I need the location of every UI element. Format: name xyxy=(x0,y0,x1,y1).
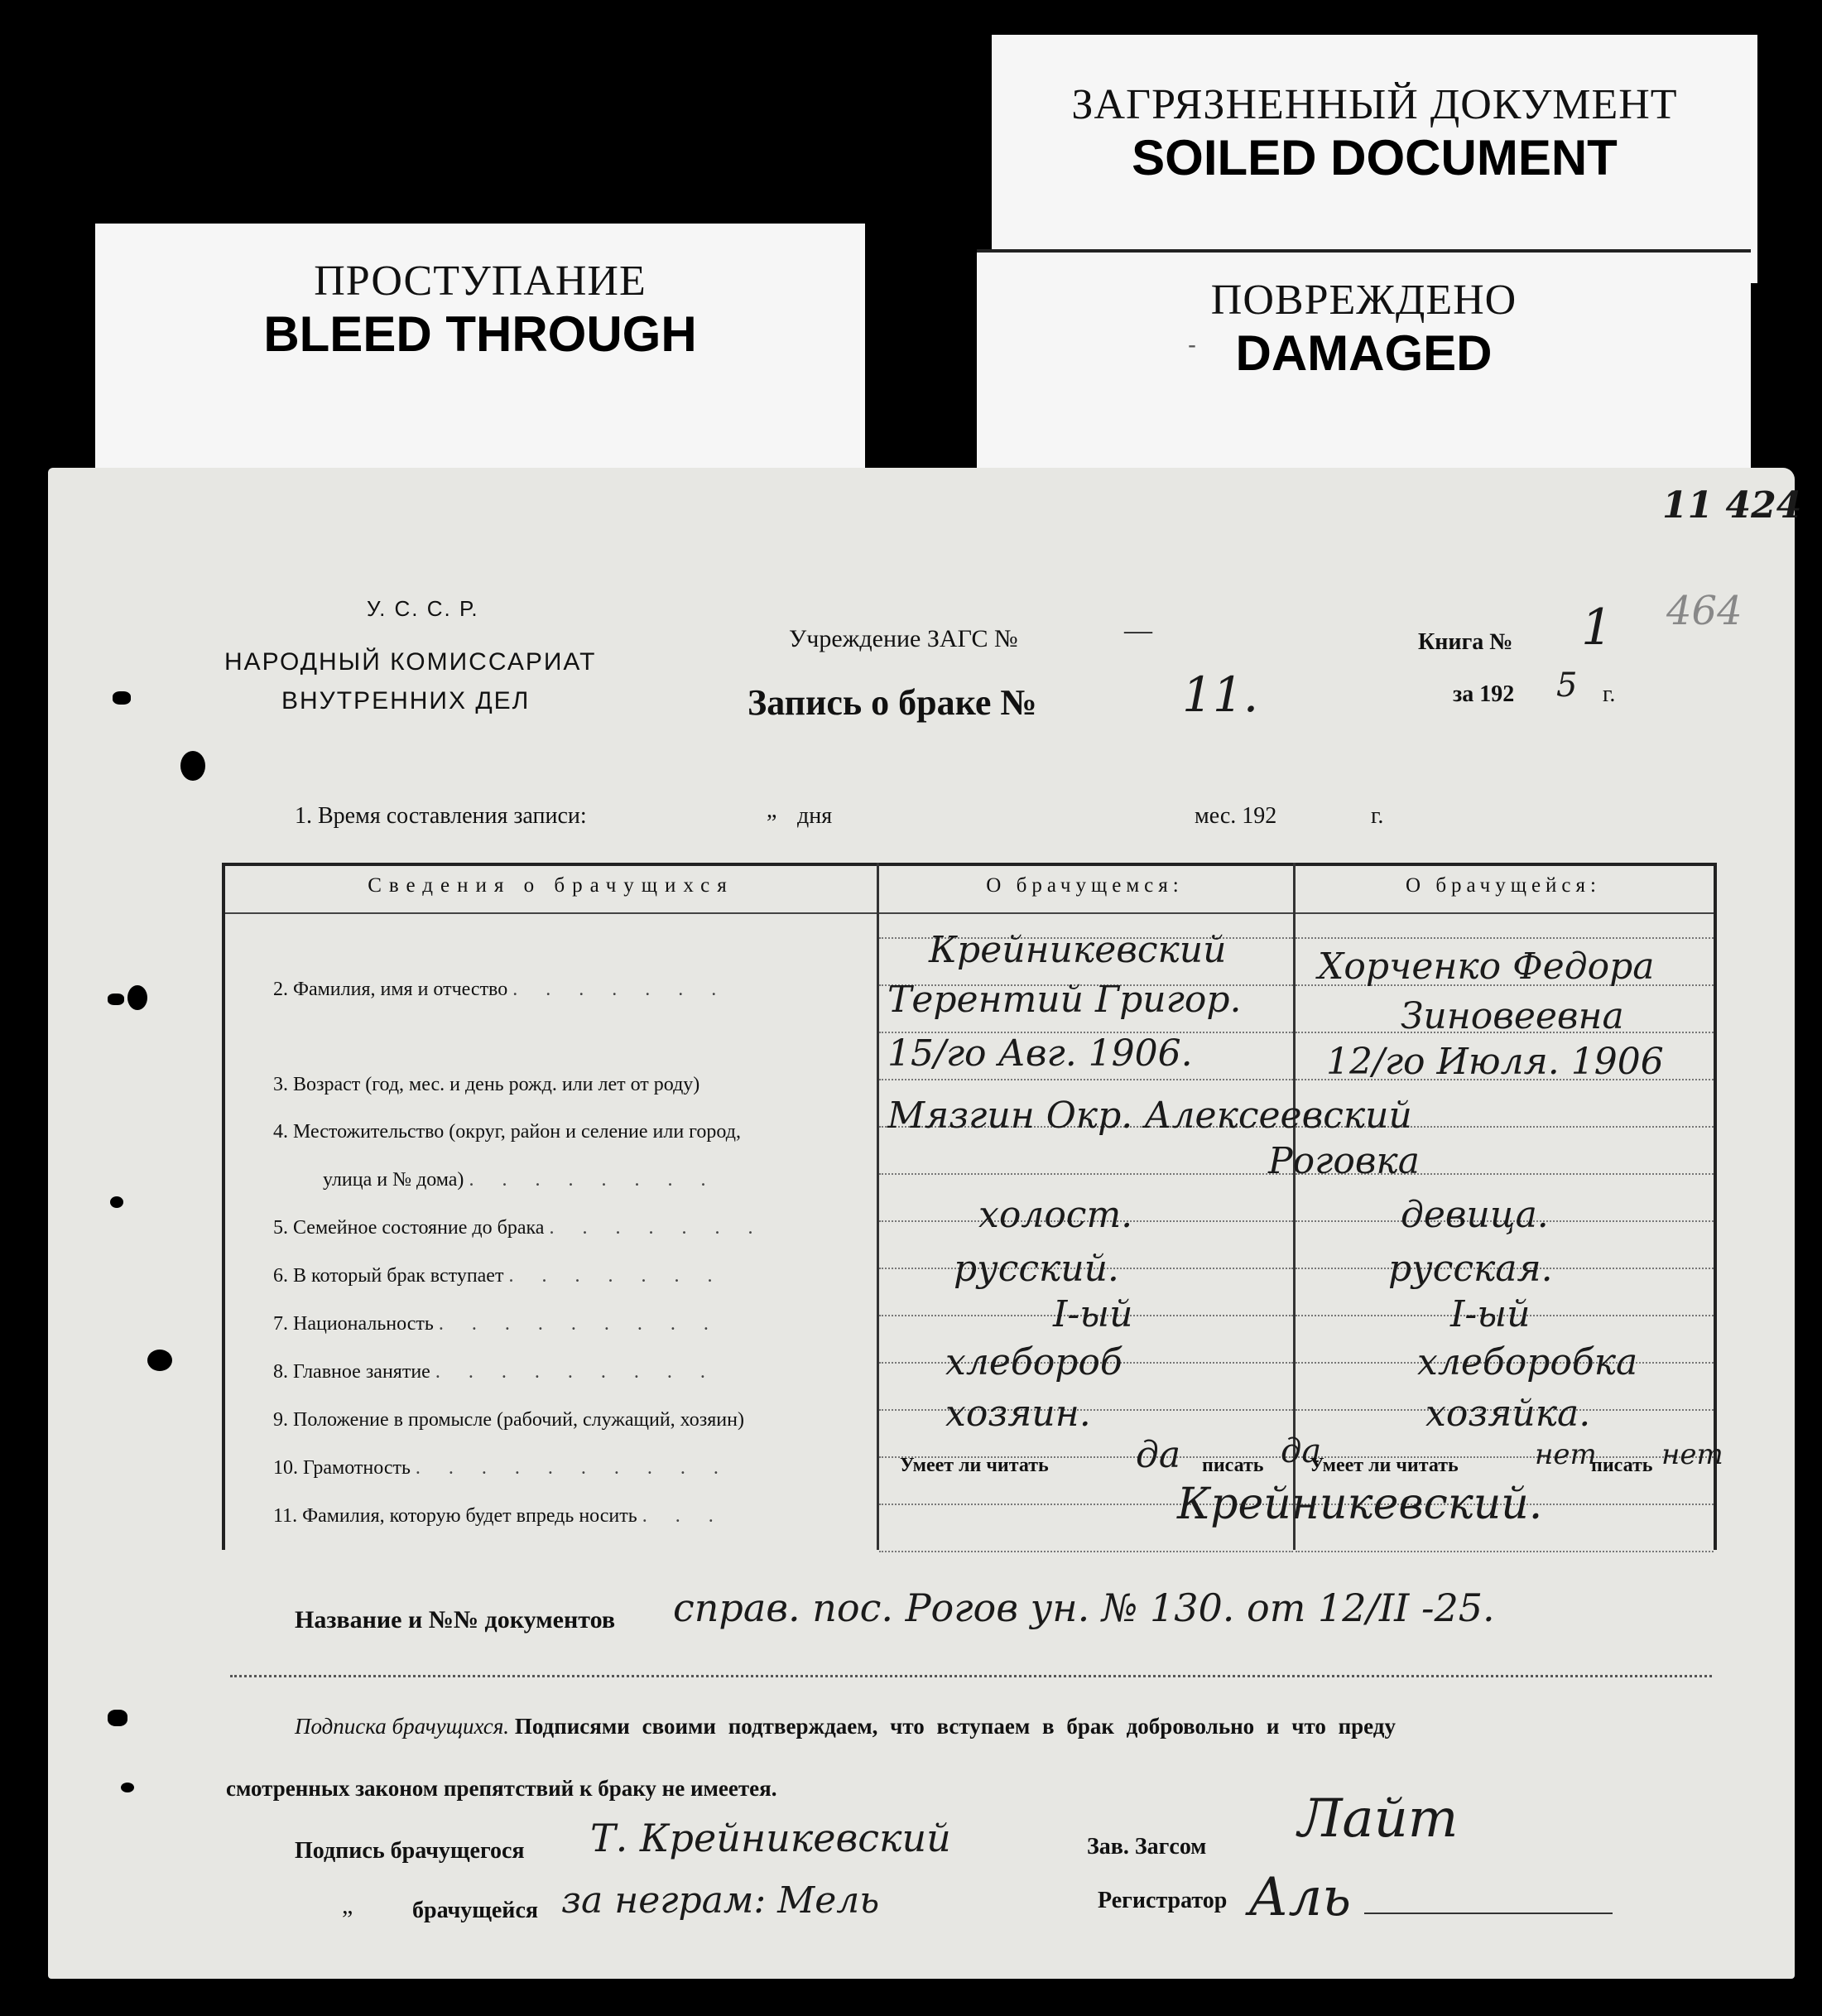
row-guide-line xyxy=(1296,1551,1714,1552)
soiled-label-en: SOILED DOCUMENT xyxy=(1132,130,1618,185)
new-surname: Крейникевский. xyxy=(1177,1480,1543,1529)
bride-marriage-number: I-ый xyxy=(1450,1293,1531,1335)
record-time-label: 1. Время составления записи: xyxy=(295,803,587,829)
groom-read-label: Умеет ли читать xyxy=(900,1455,1049,1476)
dash-mark: - xyxy=(1188,331,1196,358)
ussr-heading: У. С. С. Р. xyxy=(367,596,479,621)
bleed-label-en: BLEED THROUGH xyxy=(263,306,697,362)
bleed-label-ru: ПРОСТУПАНИЕ xyxy=(314,257,647,305)
registrar-label: Регистратор xyxy=(1098,1888,1228,1913)
punch-hole xyxy=(147,1350,172,1371)
pledge-text2: смотренных законом препятствий к браку не имеетея. xyxy=(226,1776,777,1801)
record-time-year-suffix: г. xyxy=(1371,803,1384,829)
documents-divider xyxy=(230,1675,1712,1677)
groom-residence2: Роговка xyxy=(1268,1140,1420,1182)
bride-patronymic: Зиновеевна xyxy=(1401,995,1624,1037)
row-guide-line xyxy=(879,1173,1293,1175)
groom-surname: Крейникевский xyxy=(929,929,1227,971)
documents-value: справ. пос. Рогов ун. № 130. от 12/II -25. xyxy=(673,1585,1495,1630)
field-marital: 5. Семейное состояние до брака . . . . . . . xyxy=(273,1217,765,1239)
field-new-surname: 11. Фамилия, которую будет впредь носить . . . xyxy=(273,1505,725,1527)
soiled-document-label xyxy=(992,35,1757,283)
groom-marriage-number: I-ый xyxy=(1053,1293,1133,1335)
field-literacy: 10. Грамотность . . . . . . . . . . xyxy=(273,1457,730,1479)
groom-marital: холост. xyxy=(978,1194,1133,1236)
col-header-info: Сведения о брачущихся xyxy=(368,874,734,897)
institution-label: Учреждение ЗАГС № xyxy=(789,625,1018,652)
field-residence-street: улица и № дома) . . . . . . . . xyxy=(323,1169,718,1191)
bride-occupation: хлеборобка xyxy=(1417,1341,1638,1383)
punch-hole xyxy=(180,751,205,781)
marriage-record-sheet xyxy=(48,468,1802,1979)
institution-value: — xyxy=(1124,615,1152,646)
pledge-title: Подписка брачущихся. xyxy=(295,1714,510,1739)
punch-hole xyxy=(113,691,131,705)
ditto-mark: „ xyxy=(342,1892,353,1919)
punch-hole xyxy=(108,1710,127,1726)
spouses-table xyxy=(222,863,1723,1550)
record-title: Запись о браке № xyxy=(748,682,1037,723)
bride-marital: девица. xyxy=(1401,1194,1549,1236)
commissariat-line2: ВНУТРЕННИХ ДЕЛ xyxy=(281,687,531,715)
field-nationality: 7. Национальность . . . . . . . . . xyxy=(273,1313,720,1335)
field-marriage-number: 6. В который брак вступает . . . . . . . xyxy=(273,1265,724,1287)
bride-read-label: Умеет ли читать xyxy=(1310,1455,1459,1476)
bride-birth: 12/го Июля. 1906 xyxy=(1326,1041,1664,1083)
record-time-quote: „ xyxy=(767,797,777,823)
record-time-day: дня xyxy=(797,803,833,829)
pencil-number: 464 xyxy=(1666,588,1743,634)
groom-write-value: да xyxy=(1281,1432,1322,1470)
registrar-line xyxy=(1364,1913,1613,1914)
groom-name: Терентий Григор. xyxy=(887,979,1242,1021)
row-guide-line xyxy=(1296,937,1714,939)
groom-occupation: хлебороб xyxy=(945,1341,1123,1383)
soiled-label-ru: ЗАГРЯЗНЕННЫЙ ДОКУМЕНТ xyxy=(1071,81,1678,128)
groom-birth: 15/го Авг. 1906. xyxy=(887,1032,1193,1075)
head-label: Зав. Загсом xyxy=(1087,1834,1207,1860)
year-value: 5 xyxy=(1556,666,1578,705)
bride-read-value: нет xyxy=(1535,1438,1597,1471)
bride-signature: за неграм: Мель xyxy=(561,1879,880,1922)
pledge-line1 xyxy=(295,1714,1396,1739)
groom-signature-label: Подпись брачущегося xyxy=(295,1838,525,1864)
groom-write-label: писать xyxy=(1202,1455,1264,1476)
damaged-label-en: DAMAGED xyxy=(1235,325,1493,381)
archive-number: 11 424 xyxy=(1662,484,1802,527)
field-name: 2. Фамилия, имя и отчество . . . . . . . xyxy=(273,979,728,1000)
book-number: 1 xyxy=(1581,599,1613,657)
groom-nationality: русский. xyxy=(954,1248,1119,1290)
row-guide-line xyxy=(879,1551,1293,1552)
groom-residence: Мязгин Окр. Алексеевский xyxy=(887,1095,1412,1137)
registrar-signature: Аль xyxy=(1248,1867,1352,1928)
damaged-label xyxy=(977,253,1751,501)
punch-hole xyxy=(108,994,124,1005)
field-occupation: 8. Главное занятие . . . . . . . . . xyxy=(273,1361,717,1383)
record-number: 11. xyxy=(1182,666,1259,723)
field-position: 9. Положение в промысле (рабочий, служащий, хозяин) xyxy=(273,1409,744,1431)
record-time-month: мес. 192 xyxy=(1195,803,1277,829)
field-age: 3. Возраст (год, мес. и день рожд. или лет от роду) xyxy=(273,1074,700,1095)
field-residence: 4. Местожительство (округ, район и селение или город, xyxy=(273,1121,741,1143)
bride-surname: Хорченко Федора xyxy=(1318,945,1655,988)
groom-signature: Т. Крейникевский xyxy=(590,1816,951,1860)
row-guide-line xyxy=(879,1079,1293,1080)
bleed-through-label xyxy=(95,224,865,488)
punch-hole xyxy=(127,985,147,1010)
groom-position: хозяин. xyxy=(945,1393,1091,1435)
groom-read-value: да xyxy=(1136,1434,1181,1476)
bride-signature-label: брачущейся xyxy=(412,1898,539,1923)
book-label: Книга № xyxy=(1418,629,1513,655)
documents-label: Название и №№ документов xyxy=(295,1606,616,1633)
pledge-text1: Подписями своими подтверждаем, что вступаем в брак добровольно и что преду xyxy=(514,1714,1396,1739)
commissariat-line1: НАРОДНЫЙ КОМИССАРИАТ xyxy=(224,648,597,676)
head-signature: Лайт xyxy=(1298,1788,1459,1850)
bride-write-value: нет xyxy=(1661,1438,1723,1471)
punch-hole xyxy=(110,1196,123,1208)
punch-hole xyxy=(121,1783,134,1792)
bride-write-label: писать xyxy=(1591,1455,1653,1476)
year-suffix: г. xyxy=(1603,681,1616,707)
year-label: за 192 xyxy=(1453,681,1515,707)
bride-position: хозяйка. xyxy=(1425,1393,1591,1435)
bride-nationality: русская. xyxy=(1388,1248,1553,1290)
col-header-groom: О брачущемся: xyxy=(986,874,1184,897)
col-header-bride: О брачущейся: xyxy=(1406,874,1601,897)
damaged-label-ru: ПОВРЕЖДЕНО xyxy=(1210,277,1517,324)
